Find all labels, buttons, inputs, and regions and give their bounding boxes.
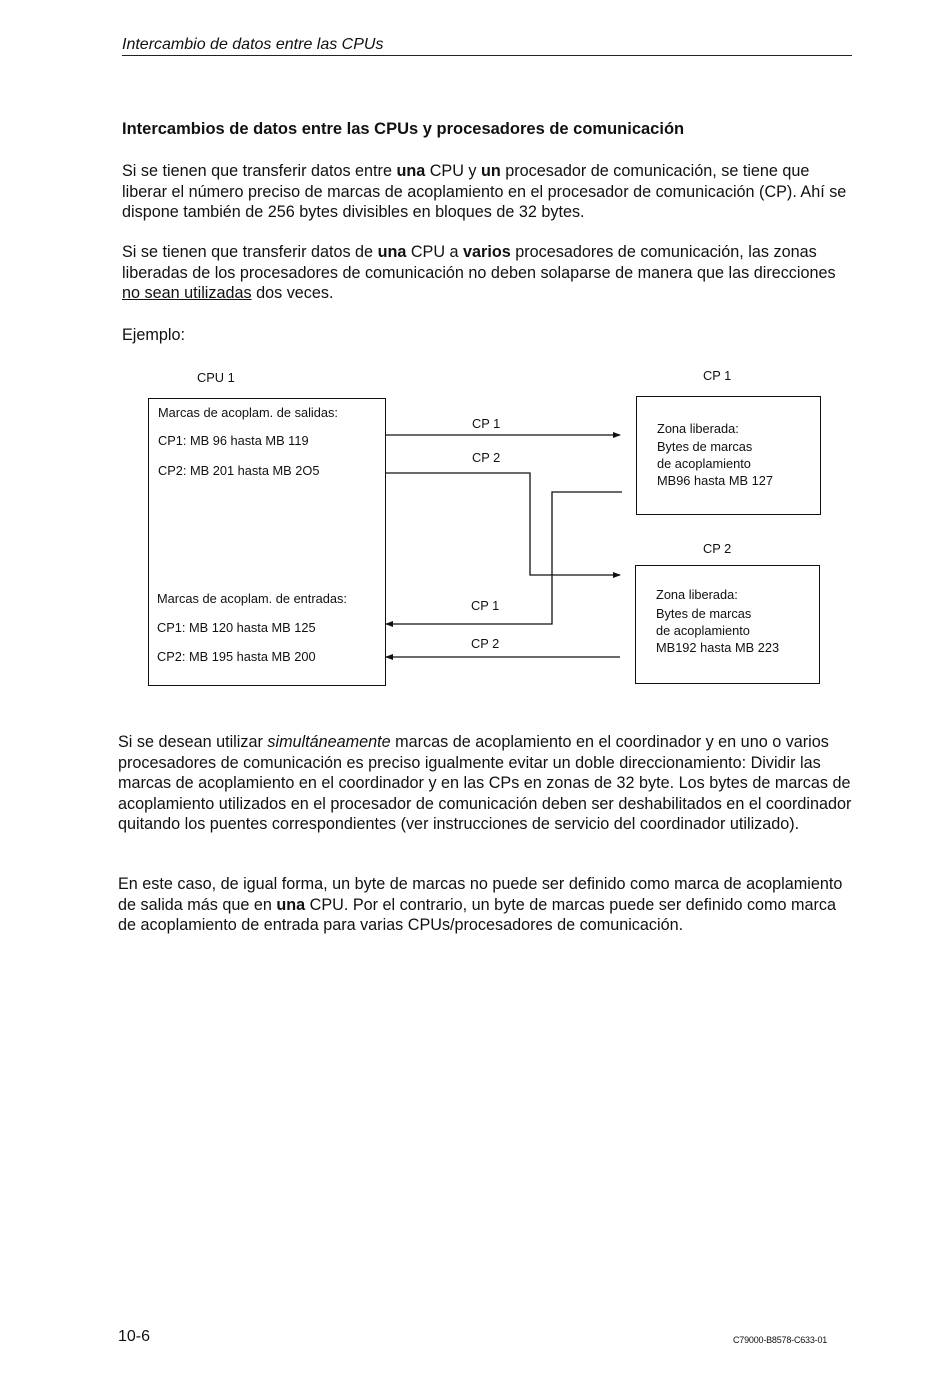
cpu1-out-title: Marcas de acoplam. de salidas: (158, 405, 338, 420)
p2-text-3: procesadores de comunicación, las zonas liberadas de los procesadores de comunicación no deben solaparse de manera que las direcciones (122, 243, 836, 282)
p4-text-1: Si se desean utilizar (118, 733, 268, 751)
p2-text-1: Si se tienen que transferir datos de (122, 243, 378, 261)
p2-text-4: dos veces. (251, 284, 334, 303)
paragraph-multiple-cp (122, 242, 857, 304)
cpu1-out-cp1: CP1: MB 96 hasta MB 119 (158, 433, 309, 448)
p4-italic: simultáneamente (267, 733, 391, 751)
cp1-title: CP 1 (703, 368, 732, 383)
cp2-box-line1: Zona liberada: (656, 587, 738, 602)
line-label-bot-cp2: CP 2 (471, 636, 500, 651)
running-header-title: Intercambio de datos entre las CPUs (122, 36, 384, 53)
p2-underlined: no sean utilizadas (122, 284, 252, 303)
section-title: Intercambios de datos entre las CPUs y procesadores de comunicación (122, 120, 685, 138)
paragraph-simultaneous (118, 732, 858, 835)
p2-text-2: CPU a (406, 243, 464, 261)
document-code: C79000-B8578-C633-01 (733, 1335, 828, 1345)
running-header (122, 36, 852, 56)
p2-bold-una: una (377, 243, 407, 261)
line-label-bot-cp1: CP 1 (471, 598, 500, 613)
cpu1-title: CPU 1 (197, 370, 235, 385)
cp2-box-line2: Bytes de marcas (656, 606, 752, 621)
cp2-title: CP 2 (703, 541, 732, 556)
line-label-top-cp1: CP 1 (472, 416, 501, 431)
cp1-box-line2: Bytes de marcas (657, 439, 753, 454)
example-label: Ejemplo: (122, 326, 185, 344)
cp2-box-line3: de acoplamiento (656, 623, 750, 638)
arrow-in-cp1 (386, 492, 622, 624)
p1-text-3: procesador de comunicación, se tiene que liberar el número preciso de marcas de acoplamiento en el procesador de comunicación (CP). Ahí se dispone también de 256 bytes divisibles en bloques de 32 bytes. (122, 162, 847, 222)
p5-text-2: CPU. Por el contrario, un byte de marcas puede ser definido como marca de acoplamiento de entrada para varias CPUs/procesadores de comunicación. (118, 895, 837, 935)
arrow-out-cp2 (386, 473, 620, 575)
p2-bold-varios: varios (463, 243, 511, 261)
cpu1-in-cp1: CP1: MB 120 hasta MB 125 (157, 620, 316, 635)
cpu1-out-cp2: CP2: MB 201 hasta MB 2O5 (158, 463, 320, 478)
p4-text-2: marcas de acoplamiento en el coordinador y en uno o varios procesadores de comunicación es preciso igualmente evitar un doble direccionamiento: Dividir las marcas de acoplamiento en el coordinador y en las CPs en zonas de 32 byte. Los bytes de marcas de acoplamiento utilizados en el procesador de comunicación deben ser deshabilitados en el coordinador quitando los puentes correspondientes (ver instrucciones de servicio del coordinador utilizado). (118, 733, 852, 834)
cp1-box-line1: Zona liberada: (657, 421, 739, 436)
cpu1-in-title: Marcas de acoplam. de entradas: (157, 591, 347, 606)
cpu1-in-cp2: CP2: MB 195 hasta MB 200 (157, 649, 316, 664)
page-number: 10-6 (118, 1328, 151, 1345)
cp1-box-line3: de acoplamiento (657, 456, 751, 471)
p1-bold-un: un (481, 162, 501, 180)
p5-text-1: En este caso, de igual forma, un byte de marcas no puede ser definido como marca de acoplamiento de salida más que en (118, 875, 843, 914)
line-label-top-cp2: CP 2 (472, 450, 501, 465)
p1-text-1: Si se tienen que transferir datos entre (122, 162, 397, 180)
cp2-box-line4: MB192 hasta MB 223 (656, 640, 780, 655)
paragraph-output-input (118, 874, 858, 936)
p1-bold-una: una (396, 162, 426, 180)
cp1-box-line4: MB96 hasta MB 127 (657, 473, 773, 488)
paragraph-single-cp (122, 161, 857, 223)
p1-text-2: CPU y (425, 162, 481, 180)
p5-bold-una: una (276, 895, 306, 914)
